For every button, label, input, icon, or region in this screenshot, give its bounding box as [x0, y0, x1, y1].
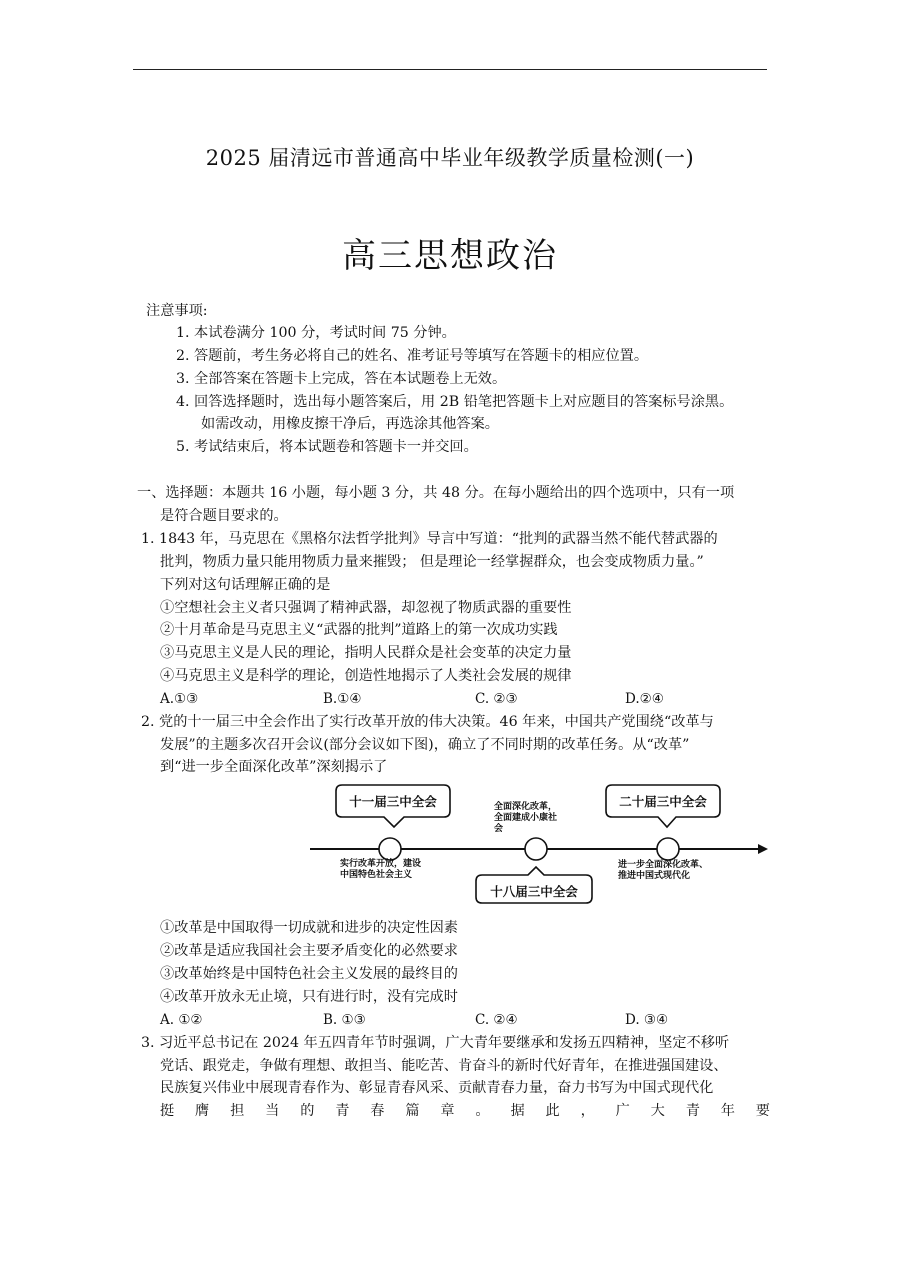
question-3-stem: 3. 习近平总书记在 2024 年五四青年节时强调，广大青年要继承和发扬五四精神，坚定不移听 — [141, 1035, 730, 1051]
question-3-char: 春 — [370, 1103, 385, 1119]
question-3-char: 青 — [335, 1103, 350, 1119]
timeline-label: 进一步全面深化改革、 — [618, 860, 709, 870]
question-2-statement: ①改革是中国取得一切成就和进步的决定性因素 — [160, 920, 458, 936]
question-3-stem: 民族复兴伟业中展现青春作为、彰显青春风采、贡献青春力量，奋力书写为中国式现代化 — [160, 1080, 714, 1096]
timeline-label: 全面建成小康社 — [494, 813, 558, 823]
question-2-stem: 到“进一步全面深化改革”深刻揭示了 — [160, 759, 388, 775]
question-3-char: 青 — [685, 1103, 700, 1119]
timeline-label: 会 — [494, 824, 504, 834]
question-3-char: 的 — [300, 1103, 315, 1119]
question-3-char: 广 — [615, 1103, 630, 1119]
question-2-statement: ②改革是适应我国社会主要矛盾变化的必然要求 — [160, 943, 458, 959]
question-3-char: 此 — [545, 1103, 560, 1119]
question-2-statement: ③改革始终是中国特色社会主义发展的最终目的 — [160, 966, 458, 982]
question-1-stem: 批判，物质力量只能用物质力量来摧毁； 但是理论一经掌握群众，也会变成物质力量。” — [160, 554, 704, 570]
question-1-stem: 1. 1843 年，马克思在《黑格尔法哲学批判》导言中写道：“批判的武器当然不能代替武器的 — [141, 531, 718, 547]
notice-item: 1. 本试卷满分 100 分，考试时间 75 分钟。 — [176, 325, 456, 341]
header-rule — [133, 69, 767, 70]
timeline-label: 推进中国式现代化 — [618, 871, 691, 881]
timeline-label: 实行改革开放，建设 — [340, 859, 422, 869]
timeline-label: 中国特色社会主义 — [340, 870, 413, 880]
notice-item: 3. 全部答案在答题卡上完成，答在本试题卷上无效。 — [176, 371, 507, 387]
notice-heading: 注意事项: — [146, 303, 208, 319]
question-1-statement: ④马克思主义是科学的理论，创造性地揭示了人类社会发展的规律 — [160, 668, 572, 684]
question-3-stem-justified — [160, 1100, 770, 1122]
question-1-stem: 下列对这句话理解正确的是 — [160, 577, 331, 593]
question-1-statement: ③马克思主义是人民的理论，指明人民群众是社会变革的决定力量 — [160, 645, 572, 661]
question-3-char: 大 — [650, 1103, 665, 1119]
question-2-statement: ④改革开放永无止境，只有进行时，没有完成时 — [160, 989, 458, 1005]
meeting-box-11th-third-plenum: 十一届三中全会 — [349, 794, 437, 809]
question-3-char: 篇 — [405, 1103, 420, 1119]
timeline-label: 全面深化改革， — [494, 802, 558, 812]
question-2-stem: 发展”的主题多次召开会议(部分会议如下图)，确立了不同时期的改革任务。从“改革” — [160, 737, 690, 753]
question-3-char: 据 — [510, 1103, 525, 1119]
question-3-char: 当 — [265, 1103, 280, 1119]
section-header: 一、选择题：本题共 16 小题，每小题 3 分，共 48 分。在每小题给出的四个选项中，只有一项 — [137, 485, 735, 501]
subject-title: 高三思想政治 — [342, 236, 558, 276]
meeting-box-20th-third-plenum: 二十届三中全会 — [619, 794, 707, 809]
question-1-option-d: D.②④ — [625, 691, 664, 707]
notice-item: 5. 考试结束后，将本试题卷和答题卡一并交回。 — [176, 439, 478, 455]
question-3-char: 膺 — [195, 1103, 210, 1119]
question-3-char: 挺 — [160, 1103, 175, 1119]
question-2-option-a: A. ①② — [160, 1012, 203, 1028]
meeting-box-18th-third-plenum: 十八届三中全会 — [490, 884, 578, 899]
question-1-statement: ①空想社会主义者只强调了精神武器，却忽视了物质武器的重要性 — [160, 600, 572, 616]
question-3-char: ， — [580, 1103, 595, 1119]
question-1-option-a: A.①③ — [160, 691, 199, 707]
question-1-statement: ②十月革命是马克思主义“武器的批判”道路上的第一次成功实践 — [160, 622, 558, 638]
question-2-option-d: D. ③④ — [625, 1012, 669, 1028]
question-1-option-c: C. ②③ — [475, 691, 518, 707]
question-3-char: 年 — [720, 1103, 735, 1119]
question-3-char: 章 — [440, 1103, 455, 1119]
reform-timeline-diagram — [310, 777, 770, 907]
question-3-stem: 党话、跟党走，争做有理想、敢担当、能吃苦、肯奋斗的新时代好青年，在推进强国建设、 — [160, 1058, 728, 1074]
question-2-option-b: B. ①③ — [323, 1012, 366, 1028]
question-2-stem: 2. 党的十一届三中全会作出了实行改革开放的伟大决策。46 年来，中国共产党围绕“改革与 — [141, 714, 714, 730]
question-1-option-b: B.①④ — [323, 691, 362, 707]
question-3-char: 担 — [230, 1103, 245, 1119]
notice-item: 4. 回答选择题时，选出每小题答案后，用 2B 铅笔把答题卡上对应题目的答案标号涂黑。 — [176, 394, 734, 410]
notice-item-continued: 如需改动，用橡皮擦干净后，再选涂其他答案。 — [201, 416, 499, 432]
exam-title: 2025 届清远市普通高中毕业年级教学质量检测(一) — [205, 146, 695, 170]
question-3-char: 要 — [755, 1103, 770, 1119]
question-3-char: 。 — [475, 1103, 490, 1119]
question-2-option-c: C. ②④ — [475, 1012, 518, 1028]
notice-item: 2. 答题前，考生务必将自己的姓名、准考证号等填写在答题卡的相应位置。 — [176, 348, 649, 364]
section-header-continued: 是符合题目要求的。 — [160, 508, 288, 524]
